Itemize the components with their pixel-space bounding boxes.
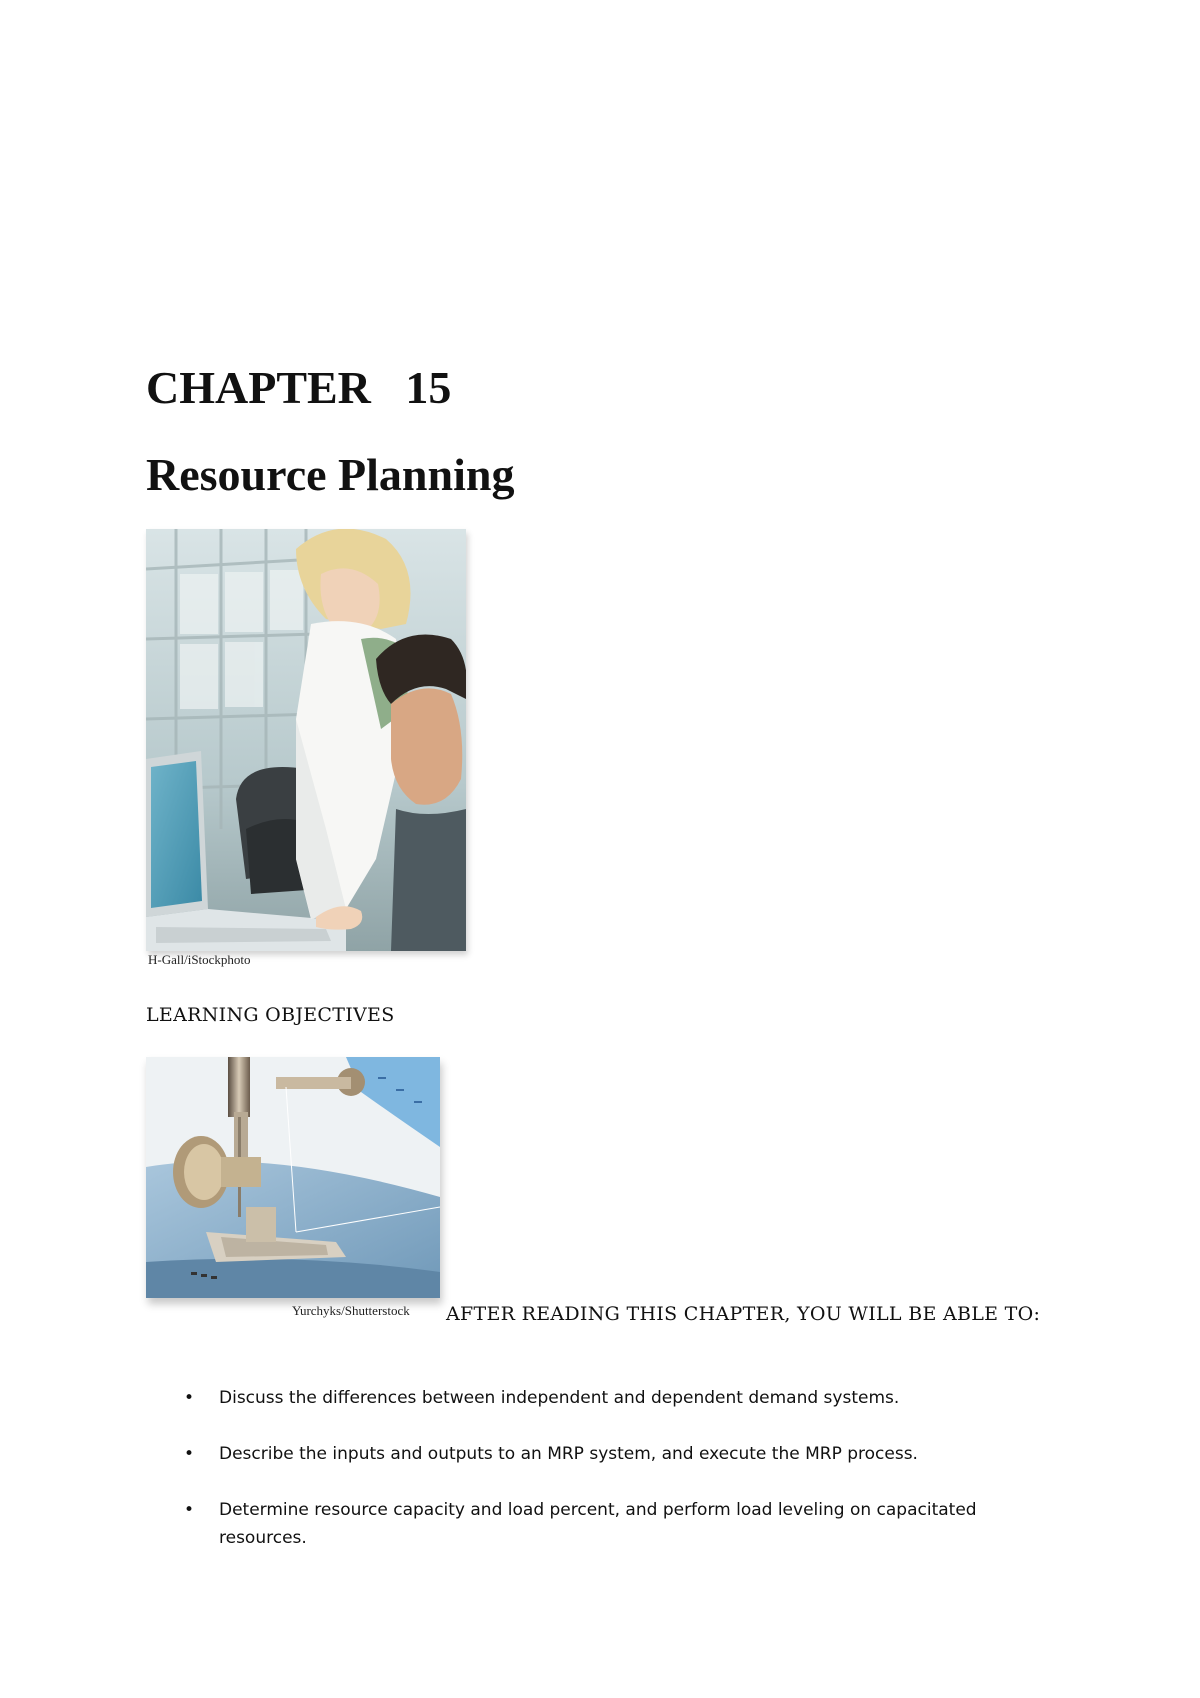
learning-objectives-list bbox=[146, 1384, 1066, 1580]
objective-text: Determine resource capacity and load percent, and perform load leveling on capacitated resources. bbox=[219, 1500, 977, 1548]
objective-text: Discuss the differences between independent and dependent demand systems. bbox=[219, 1388, 900, 1408]
learning-objectives-heading: LEARNING OBJECTIVES bbox=[146, 1004, 395, 1026]
objectives-intro bbox=[146, 1300, 1066, 1329]
bullet-icon: • bbox=[184, 1500, 195, 1520]
learning-objectives-photo bbox=[146, 1057, 440, 1298]
list-item bbox=[146, 1496, 1066, 1552]
chapter-title: Resource Planning bbox=[146, 449, 515, 500]
chapter-opener-photo bbox=[146, 529, 466, 951]
list-item bbox=[146, 1384, 1066, 1412]
photo-credit-1: H-Gall/iStockphoto bbox=[148, 952, 251, 967]
photo-credit-2: Yurchyks/Shutterstock bbox=[292, 1303, 410, 1318]
objectives-intro-text: AFTER READING THIS CHAPTER, YOU WILL BE ABLE TO: bbox=[446, 1303, 1041, 1325]
chapter-number: CHAPTER 15 bbox=[146, 362, 452, 413]
list-item bbox=[146, 1440, 1066, 1468]
objective-text: Describe the inputs and outputs to an MRP system, and execute the MRP process. bbox=[219, 1444, 918, 1464]
bullet-icon: • bbox=[184, 1388, 195, 1408]
bullet-icon: • bbox=[184, 1444, 195, 1464]
